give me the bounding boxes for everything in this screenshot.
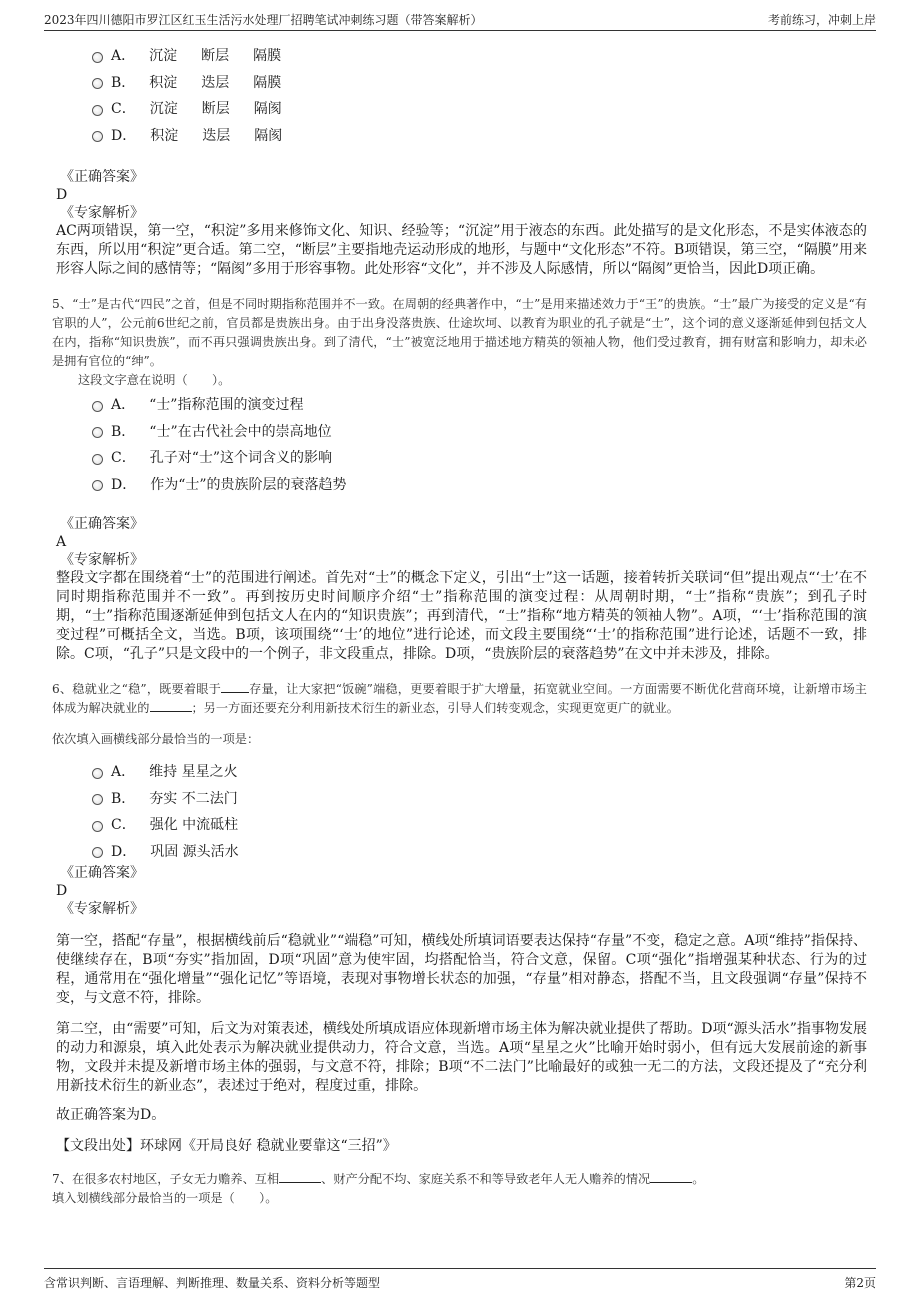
page-header — [44, 8, 876, 31]
radio-button-icon[interactable] — [92, 427, 103, 438]
q6-analysis-p2: 第二空，由“需要”可知，后文为对策表述，横线处所填成语应体现新增市场主体为解决就业提供了帮助。D项“源头活水”指事物发展的动力和源泉，填入此处表示为解决就业提供动力，符合文意，当选。A项“星星之火”比喻开始时弱小，但有远大发展前途的新事物，文段并未提及新增市场主体的强弱，与文意不符，排除；B项“不二法门”比喻最好的或独一无二的方法，文段还提及了“充分利用新技术衍生的新业态”，表述过于绝对，程度过重，排除。 — [56, 1021, 867, 1094]
q5-analysis-label: 《专家解析》 — [60, 552, 144, 568]
q7-question: 7、在很多农村地区，子女无力赡养、互相 、财产分配不均、家庭关系不和等导致老年人无人赡养的情况 。 — [52, 1172, 705, 1186]
radio-button-icon[interactable] — [92, 105, 103, 116]
q5-answer-label: 《正确答案》 — [60, 516, 144, 532]
radio-button-icon[interactable] — [92, 847, 103, 858]
q6-answer-label: 《正确答案》 — [60, 865, 144, 881]
q5-analysis: 整段文字都在围绕着“士”的范围进行阐述。首先对“士”的概念下定义，引出“士”这一话题，接着转折关联词“但”提出观点“‘士’在不同时期指称范围并不一致”。再到按历史时间顺序介绍“士”指称范围的演变过程：从周朝时期，“士”指称“贵族”；到孔子时期，“士”指称范围逐渐延伸到包括文人在内的“知识贵族”；再到清代，“士”指称“地方精英的领袖人物”。A项，“‘士’指称范围的演变过程”可概括全文，当选。B项，该项围绕“‘士’的地位”进行论述，而文段主要围绕“‘士’的指称范围”进行论述，话题不一致，排除。C项，“孔子”只是文段中的一个例子，非文段重点，排除。D项，“贵族阶层的衰落趋势”在文中并未涉及，排除。 — [56, 570, 867, 662]
q6-option-b[interactable]: B． 夯实 不二法门 — [92, 785, 867, 812]
q4-option-b[interactable]: B． 积淀 迭层 隔膜 — [92, 69, 867, 96]
radio-button-icon[interactable] — [92, 401, 103, 412]
q6-option-c[interactable]: C． 强化 中流砥柱 — [92, 811, 867, 838]
radio-button-icon[interactable] — [92, 821, 103, 832]
q4-option-a[interactable]: A． 沉淀 断层 隔膜 — [92, 42, 867, 69]
q5-option-c[interactable]: C． 孔子对“士”这个词含义的影响 — [92, 444, 867, 471]
q7-ask: 填入划横线部分最恰当的一项是（ ）。 — [52, 1191, 278, 1205]
page-number: 第2页 — [844, 1275, 876, 1290]
q6-question: 6、稳就业之“稳”，既要着眼于 存量，让大家把“饭碗”端稳，更要着眼于扩大增量，拓宽就业空间。一方面需要不断优化营商环境，让新增市场主体成为解决就业的 ；另一方面还要充分利用新技术衍生的新业态，引导人们转变观念，实现更宽更广的就业。 — [52, 682, 867, 715]
blank-line — [150, 699, 192, 712]
q6-source: 【文段出处】环球网《开局良好 稳就业要靠这“三招”》 — [56, 1138, 397, 1154]
q6-answer: D — [56, 883, 68, 899]
footer-note: 含常识判断、言语理解、判断推理、数量关系、资料分析等题型 — [44, 1275, 381, 1290]
radio-button-icon[interactable] — [92, 454, 103, 465]
q6-option-d[interactable]: D． 巩固 源头活水 — [92, 838, 867, 865]
header-title: 2023年四川德阳市罗江区红玉生活污水处理厂招聘笔试冲刺练习题（带答案解析） — [44, 12, 483, 27]
q6-option-a[interactable]: A． 维持 星星之火 — [92, 758, 867, 785]
q5-ask: 这段文字意在说明（ ）。 — [78, 373, 231, 387]
q5-option-b[interactable]: B． “士”在古代社会中的崇高地位 — [92, 418, 867, 445]
radio-button-icon[interactable] — [92, 131, 103, 142]
q4-answer-label: 《正确答案》 — [60, 169, 144, 185]
radio-button-icon[interactable] — [92, 794, 103, 805]
blank-line — [279, 1170, 321, 1183]
q5-question: 5、“士”是古代“四民”之首，但是不同时期指称范围并不一致。在周朝的经典著作中，“士”是用来描述效力于“王”的贵族。“士”最广为接受的定义是“有官职的人”，公元前6世纪之前，官员都是贵族出身。由于出身没落贵族、仕途坎坷、以教育为职业的孔子就是“士”，这个词的意义逐渐延伸到包括文人在内，指称“知识贵族”，而不再只强调贵族出身。到了清代，“士”被宽泛地用于描述地方精英的领袖人物，他们受过教育，拥有财富和影响力，却未必是拥有官位的“绅”。 — [52, 297, 867, 368]
q6-conclusion: 故正确答案为D。 — [56, 1107, 166, 1123]
blank-line — [221, 680, 249, 693]
header-slogan: 考前练习，冲刺上岸 — [767, 12, 876, 27]
q4-analysis-label: 《专家解析》 — [60, 205, 144, 221]
radio-button-icon[interactable] — [92, 52, 103, 63]
page-content — [52, 40, 867, 1207]
q6-ask: 依次填入画横线部分最恰当的一项是： — [52, 732, 260, 746]
q6-analysis-label: 《专家解析》 — [60, 901, 144, 917]
radio-button-icon[interactable] — [92, 768, 103, 779]
q5-answer: A — [56, 534, 67, 550]
radio-button-icon[interactable] — [92, 78, 103, 89]
radio-button-icon[interactable] — [92, 480, 103, 491]
q6-options — [92, 758, 867, 864]
q6-analysis-p1: 第一空，搭配“存量”，根据横线前后“稳就业”“端稳”可知，横线处所填词语要表达保持“存量”不变，稳定之意。A项“维持”指保持、使继续存在，B项“夯实”指加固，D项“巩固”意为使牢固，均搭配恰当，符合文意，保留。C项“强化”指增强某种状态、行为的过程，通常用在“强化增量”“强化记忆”等语境，表现对事物增长状态的加强，“存量”相对静态，搭配不当，且文段强调“存量”保持不变，与文意不符，排除。 — [56, 933, 867, 1006]
blank-line — [650, 1170, 692, 1183]
page-footer — [44, 1268, 876, 1293]
q4-option-d[interactable]: D． 积淀 迭层 隔阂 — [92, 122, 867, 149]
q4-analysis: AC两项错误，第一空，“积淀”多用来修饰文化、知识、经验等；“沉淀”用于液态的东西。此处描写的是文化形态，不是实体液态的东西，所以用“积淀”更合适。第二空，“断层”主要指地壳运动形成的地形，与题中“文化形态”不符。B项错误，第三空，“隔膜”用来形容人际之间的感情等；“隔阂”多用于形容事物。此处形容“文化”，并不涉及人际感情，所以“隔阂”更恰当，因此D项正确。 — [56, 223, 867, 277]
q4-option-c[interactable]: C． 沉淀 断层 隔阂 — [92, 95, 867, 122]
q4-options — [92, 42, 867, 148]
q5-option-a[interactable]: A． “士”指称范围的演变过程 — [92, 391, 867, 418]
q5-option-d[interactable]: D． 作为“士”的贵族阶层的衰落趋势 — [92, 471, 867, 498]
q5-options — [92, 391, 867, 497]
q4-answer: D — [56, 187, 68, 203]
